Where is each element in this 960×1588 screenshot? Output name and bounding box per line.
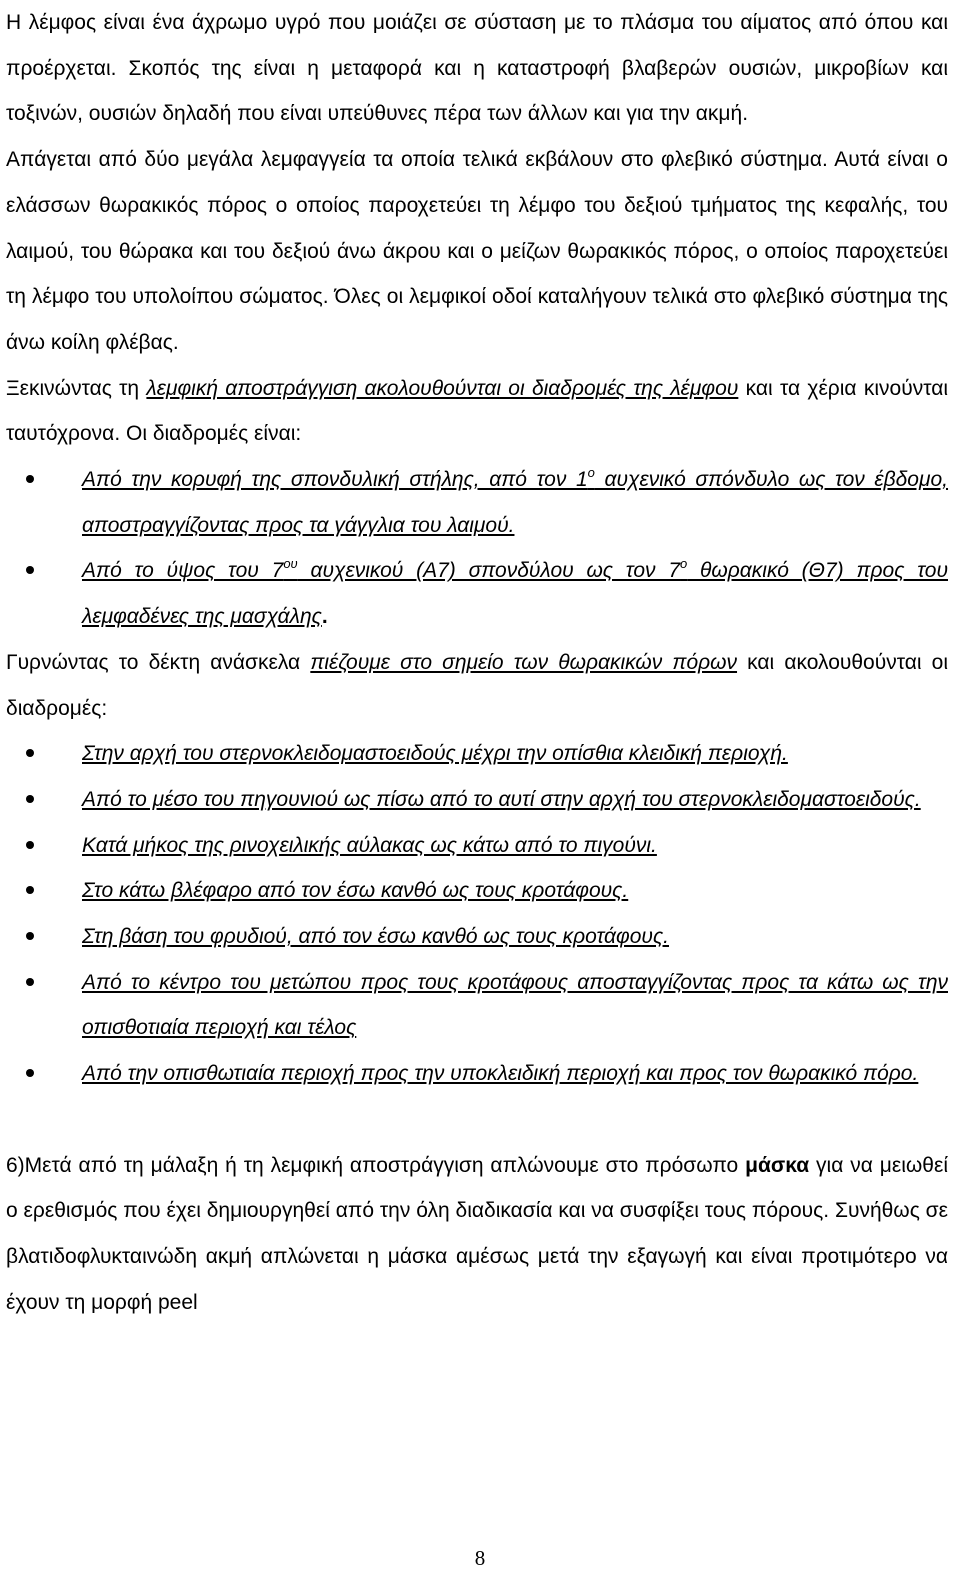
route-text: Από το κέντρο του μετώπου προς τους κροτάφους αποσταγγίζοντας προς τα κάτω ως την οπισθοτιαία περιοχή και τέλος bbox=[82, 970, 948, 1040]
paragraph-lymph-intro: Η λέμφος είναι ένα άχρωμο υγρό που μοιάζει σε σύσταση με το πλάσμα του αίματος από όπου και προέρχεται. Σκοπός της είναι η μεταφορά και η καταστροφή βλαβερών ουσιών, μικροβίων και τοξινών, ουσιών δηλαδή που είναι υπεύθυνες πέρα των άλλων και για την ακμή. bbox=[6, 11, 948, 126]
paragraph-drainage-start-text: Ξεκινώντας τη bbox=[6, 376, 147, 400]
route-text: Στη βάση του φρυδιού, από τον έσω κανθό ως τους κροτάφους. bbox=[82, 925, 669, 949]
list-item bbox=[6, 868, 948, 914]
bullet-icon bbox=[26, 1069, 34, 1077]
press-ducts-phrase: πιέζουμε στο σημείο των θωρακικών πόρων bbox=[310, 650, 738, 674]
bullet-icon bbox=[26, 841, 34, 849]
paragraph-supine-text: Γυρνώντας το δέκτη ανάσκελα bbox=[6, 650, 311, 674]
bullet-icon bbox=[26, 978, 34, 986]
route-text: Από την οπισθωτιαία περιοχή προς την υποκλειδική περιοχή και προς τον θωρακικό πόρο. bbox=[82, 1062, 919, 1086]
bullet-icon bbox=[26, 886, 34, 894]
face-routes-list bbox=[6, 731, 948, 1097]
list-item bbox=[6, 823, 948, 869]
paragraph-drainage-start-tail: και τα χέρια κινούνται ταυτόχρονα. Οι διαδρομές είναι: bbox=[6, 376, 948, 446]
paragraph-mask bbox=[6, 1143, 948, 1326]
mask-term: μάσκα bbox=[745, 1153, 810, 1177]
bullet-icon bbox=[26, 566, 34, 574]
bullet-icon bbox=[26, 932, 34, 940]
drainage-routes-phrase: λεμφική αποστράγγιση ακολουθούνται οι διαδρομές της λέμφου bbox=[146, 376, 739, 400]
list-item bbox=[6, 960, 948, 1051]
list-item bbox=[6, 548, 948, 639]
document-page bbox=[6, 0, 948, 1325]
route-text: Από το μέσο του πηγουνιού ως πίσω από το αυτί στην αρχή του στερνοκλειδομαστοειδούς. bbox=[82, 787, 921, 811]
bullet-icon bbox=[26, 749, 34, 757]
route-text: Στην αρχή του στερνοκλειδομαστοειδούς μέχρι την οπίσθια κλειδική περιοχή. bbox=[82, 742, 788, 766]
back-routes-list bbox=[6, 457, 948, 640]
route-text: Στο κάτω βλέφαρο από τον έσω κανθό ως τους κροτάφους. bbox=[82, 879, 629, 903]
paragraph-mask-text: 6)Μετά από τη μάλαξη ή τη λεμφική αποστράγγιση απλώνουμε στο πρόσωπο bbox=[6, 1153, 746, 1177]
route-text: Από την κορυφή της σπονδυλική στήλης, από τον $1^o$ αυχενικό σπόνδυλο ως τον έβδομο, αποστραγγίζοντας προς τα γάγγλια του λαιμού. bbox=[82, 465, 949, 537]
list-item bbox=[6, 731, 948, 777]
list-item bbox=[6, 1051, 948, 1097]
list-item bbox=[6, 457, 948, 548]
paragraph-mask-tail: για να μειωθεί ο ερεθισμός που έχει δημιουργηθεί από την όλη διαδικασία και να συσφίξει τους πόρους. Συνήθως σε βλατιδοφλυκταινώδη ακμή απλώνεται η μάσκα αμέσως μετά την εξαγωγή και είναι προτιμότερο να έχουν τη μορφή peel bbox=[6, 1153, 948, 1314]
paragraph-supine-tail: και ακολουθούνται οι διαδρομές: bbox=[6, 650, 948, 720]
route-end-period: . bbox=[321, 605, 328, 629]
paragraph-spacer bbox=[6, 1097, 948, 1143]
list-item bbox=[6, 914, 948, 960]
page-number: 8 bbox=[474, 1546, 486, 1570]
bullet-icon bbox=[26, 795, 34, 803]
bullet-icon bbox=[26, 475, 34, 483]
list-item bbox=[6, 777, 948, 823]
paragraph-lymph-vessels: Απάγεται από δύο μεγάλα λεμφαγγεία τα οποία τελικά εκβάλουν στο φλεβικό σύστημα. Αυτά είναι ο ελάσσων θωρακικός πόρος ο οποίος παροχετεύει τη λέμφο του δεξιού τμήματος της κεφαλής, του λαιμού, του θώρακα και του δεξιού άνω άκρου και ο μείζων θωρακικός πόρος, ο οποίος παροχετεύει τη λέμφο του υπολοίπου σώματος. Όλες οι λεμφικοί οδοί καταλήγουν τελικά στο φλεβικό σύστημα της άνω κοίλη φλέβας. bbox=[6, 148, 948, 354]
route-text: Από το ύψος του $7^{o\upsilon}$ αυχενικού (Α7) σπονδύλου ως τον $7^o$ θωρακικό (Θ7) προς του λεμφαδένες της μασχάλης bbox=[82, 556, 948, 629]
paragraph-drainage-start bbox=[6, 366, 948, 457]
paragraph-supine bbox=[6, 640, 948, 731]
route-text: Κατά μήκος της ρινοχειλικής αύλακας ως κάτω από το πιγούνι. bbox=[82, 833, 657, 857]
